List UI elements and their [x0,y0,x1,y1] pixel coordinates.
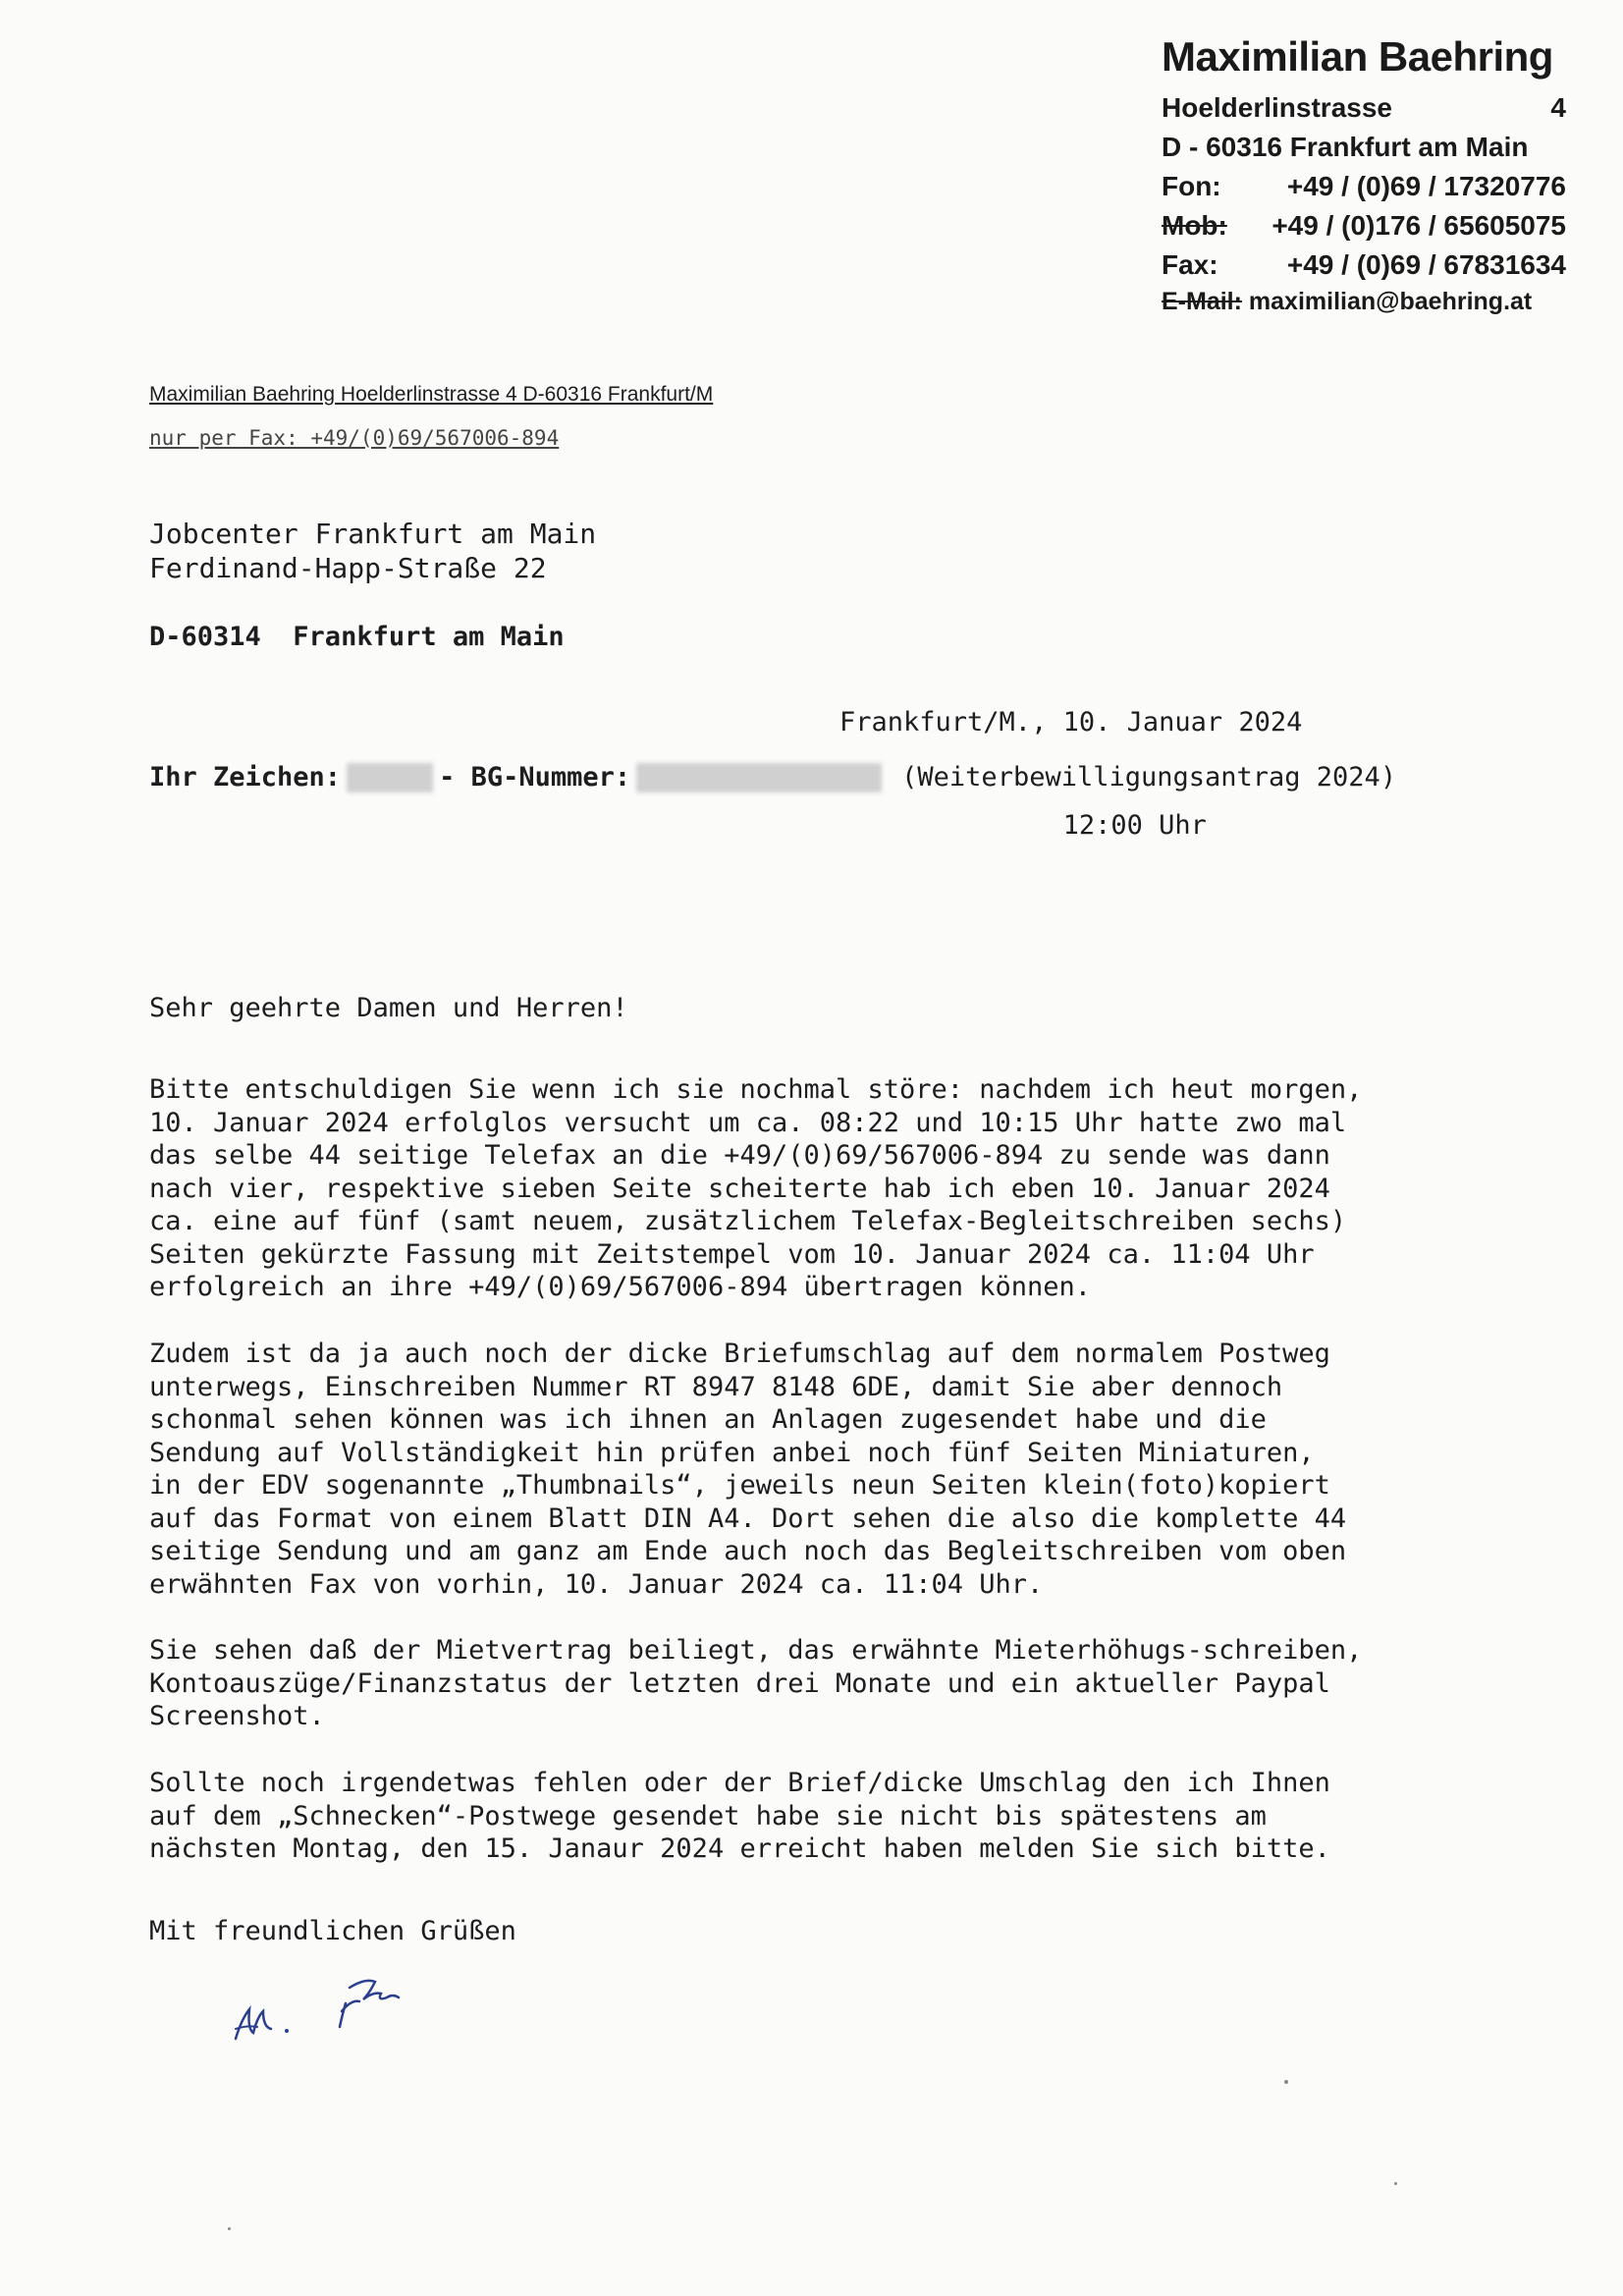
scan-speck [228,2227,231,2230]
mobile-value: +49 / (0)176 / 65605075 [1271,210,1566,241]
recipient-city: D-60314 Frankfurt am Main [149,622,565,652]
recipient-address [149,517,596,585]
sender-fax-row [1162,246,1566,285]
phone-value: +49 / (0)69 / 17320776 [1286,171,1566,201]
recipient-line2: Ferdinand-Happ-Straße 22 [149,552,547,584]
date-line1: Frankfurt/M., 10. Januar 2024 [839,707,1303,738]
sender-street: Hoelderlinstrasse [1162,92,1392,123]
sender-phone-row [1162,167,1566,206]
sender-letterhead [1162,33,1566,318]
paragraph-1: Bitte entschuldigen Sie wenn ich sie nochmal störe: nachdem ich heut morgen, 10. Januar 2024 erfolglos versucht um ca. 08:22 und 10:15 Uhr hatte zwo mal das selbe 44 seitige Telefax an die +49/(0)69/567006-894 zu sende was dann nach vier, respektive sieben Seite scheiterte hab ich eben 10. Januar 2024 ca. eine auf fünf (samt neuem, zusätzlichem Telefax-Begleitschreiben sechs) Seiten gekürzte Fassung mit Zeitstempel vom 10. Januar 2024 ca. 11:04 Uhr erfolgreich an ihre +49/(0)69/567006-894 übertragen können. [149,1074,1363,1302]
handwritten-signature-icon [228,1970,454,2049]
closing: Mit freundlichen Grüßen [149,1916,516,1946]
sender-street-row [1162,88,1566,128]
sender-house-number: 4 [1550,92,1566,123]
redacted-reference [347,763,433,793]
sender-mobile-row [1162,206,1566,246]
reference-line [149,762,1524,793]
recipient-line1: Jobcenter Frankfurt am Main [149,518,597,550]
paragraph-2: Zudem ist da ja auch noch der dicke Briefumschlag auf dem normalem Postweg unterwegs, Einschreiben Nummer RT 8947 8148 6DE, damit Sie aber dennoch schonmal sehen können was ich ihnen an Anlagen zugesendet habe und die Sendung auf Vollständigkeit hin prüfen anbei noch fünf Seiten Miniaturen, in der EDV sogenannte „Thumbnails“, jeweils neun Seiten klein(foto)kopiert auf das Format von einem Blatt DIN A4. Dort sehen die also die komplette 44 seitige Sendung und am ganz am Ende auch noch das Begleitschreiben vom oben erwähnten Fax von vorhin, 10. Januar 2024 ca. 11:04 Uhr. [149,1339,1347,1600]
email-label: E-Mail: [1162,288,1242,315]
delivery-note: nur per Fax: +49/(0)69/567006-894 [149,426,560,450]
letter-date [839,636,1302,877]
paragraph-4: Sollte noch irgendetwas fehlen oder der Brief/dicke Umschlag den ich Ihnen auf dem „Schnecken“-Postwege gesendet habe sie nicht bis spätestens am nächsten Montag, den 15. Janaur 2024 erreicht haben melden Sie sich bitte. [149,1768,1330,1864]
reference-label: Ihr Zeichen: [149,762,342,793]
fax-value: +49 / (0)69 / 67831634 [1286,249,1566,280]
bg-number-label: - BG-Nummer: [439,762,631,793]
mobile-label: Mob: [1162,210,1227,241]
phone-label: Fon: [1162,171,1221,201]
paragraph-3: Sie sehen daß der Mietvertrag beiliegt, das erwähnte Mieterhöhugs-schreiben, Kontoauszüge/Finanzstatus der letzten drei Monate und ein aktueller Paypal Screenshot. [149,1635,1363,1731]
scan-speck [1284,2080,1288,2084]
redacted-bg-number [636,763,882,793]
sender-name: Maximilian Baehring [1162,33,1553,80]
date-line2: 12:00 Uhr [839,810,1207,841]
sender-email-row [1162,285,1566,318]
email-value: maximilian@baehring.at [1248,288,1533,315]
sender-city: D - 60316 Frankfurt am Main [1162,132,1529,162]
scan-speck [1394,2182,1397,2185]
return-address: Maximilian Baehring Hoelderlinstrasse 4 D-60316 Frankfurt/M [149,383,714,406]
fax-label: Fax: [1162,249,1218,280]
reference-note: (Weiterbewilligungsantrag 2024) [901,762,1397,793]
salutation: Sehr geehrte Damen und Herren! [149,993,628,1023]
